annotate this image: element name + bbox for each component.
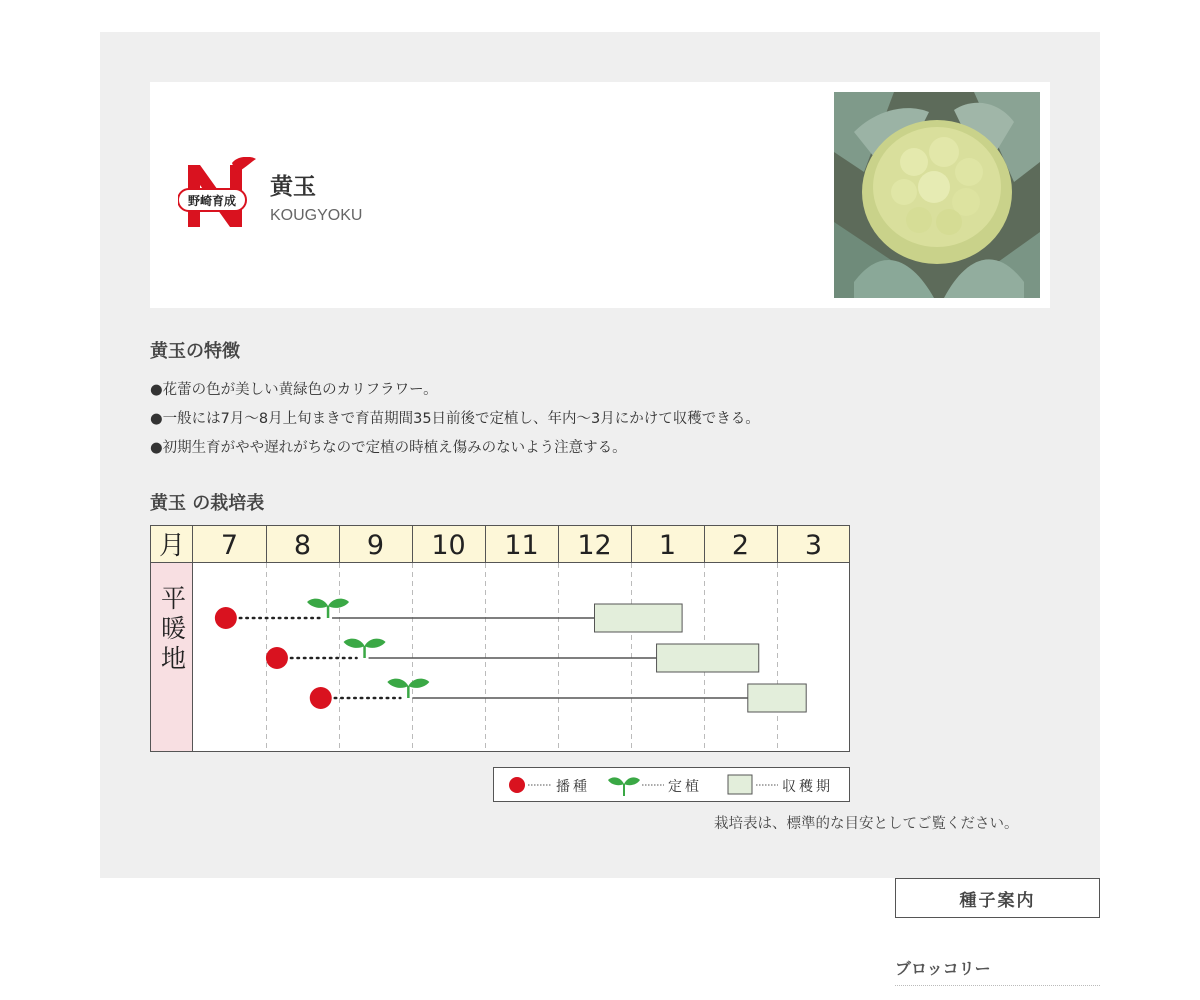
legend-sow-label: 播種 [556,779,590,795]
month-header-12: 12 [577,530,612,561]
month-header-1: 1 [658,530,677,561]
category-link-broccoli[interactable]: ブロッコリー [895,956,1100,986]
sowing-marker [266,647,288,669]
feature-item: ●一般には7月〜8月上旬まきで育苗期間35日前後で定植し、年内〜3月にかけて収穫できる。 [150,411,760,427]
region-label: 平暖地 [157,585,187,675]
product-panel [100,32,1100,878]
seed-guide-button[interactable]: 種子案内 [895,878,1100,918]
sow-legend-icon [509,777,525,793]
harvest-period-box [595,604,683,632]
month-header-8: 8 [293,530,312,561]
product-photo [834,92,1040,298]
month-header-3: 3 [804,530,823,561]
schedule-legend [493,767,850,802]
schedule-heading: 黄玉 の栽培表 [150,493,265,514]
month-header-11: 11 [504,530,539,561]
product-title-block [270,168,362,225]
harvest-period-box [748,684,806,712]
feature-item: ●初期生育がやや遅れがちなので定植の時植え傷みのないよう注意する。 [150,440,627,456]
month-header-2: 2 [731,530,750,561]
product-header-card [150,82,1050,308]
month-header-7: 7 [220,530,239,561]
logo-text: 野崎育成 [187,194,237,208]
legend-harvest-label: 収穫期 [782,779,833,795]
month-header-9: 9 [366,530,385,561]
sowing-marker [215,607,237,629]
schedule-note: 栽培表は、標準的な目安としてご覧ください。 [714,816,1019,832]
nozaki-logo [178,157,258,233]
features-heading: 黄玉の特徴 [150,341,240,362]
harvest-legend-icon [728,775,752,794]
product-name: 黄玉 [270,174,316,200]
harvest-period-box [657,644,759,672]
month-header-10: 10 [431,530,466,561]
cultivation-schedule-table [150,525,850,752]
sowing-marker [310,687,332,709]
product-romaji: KOUGYOKU [270,207,363,224]
sprout-legend-icon [608,777,640,796]
feature-item: ●花蕾の色が美しい黄緑色のカリフラワー。 [150,382,438,398]
legend-transplant-label: 定植 [668,779,702,795]
month-label: 月 [158,531,186,561]
